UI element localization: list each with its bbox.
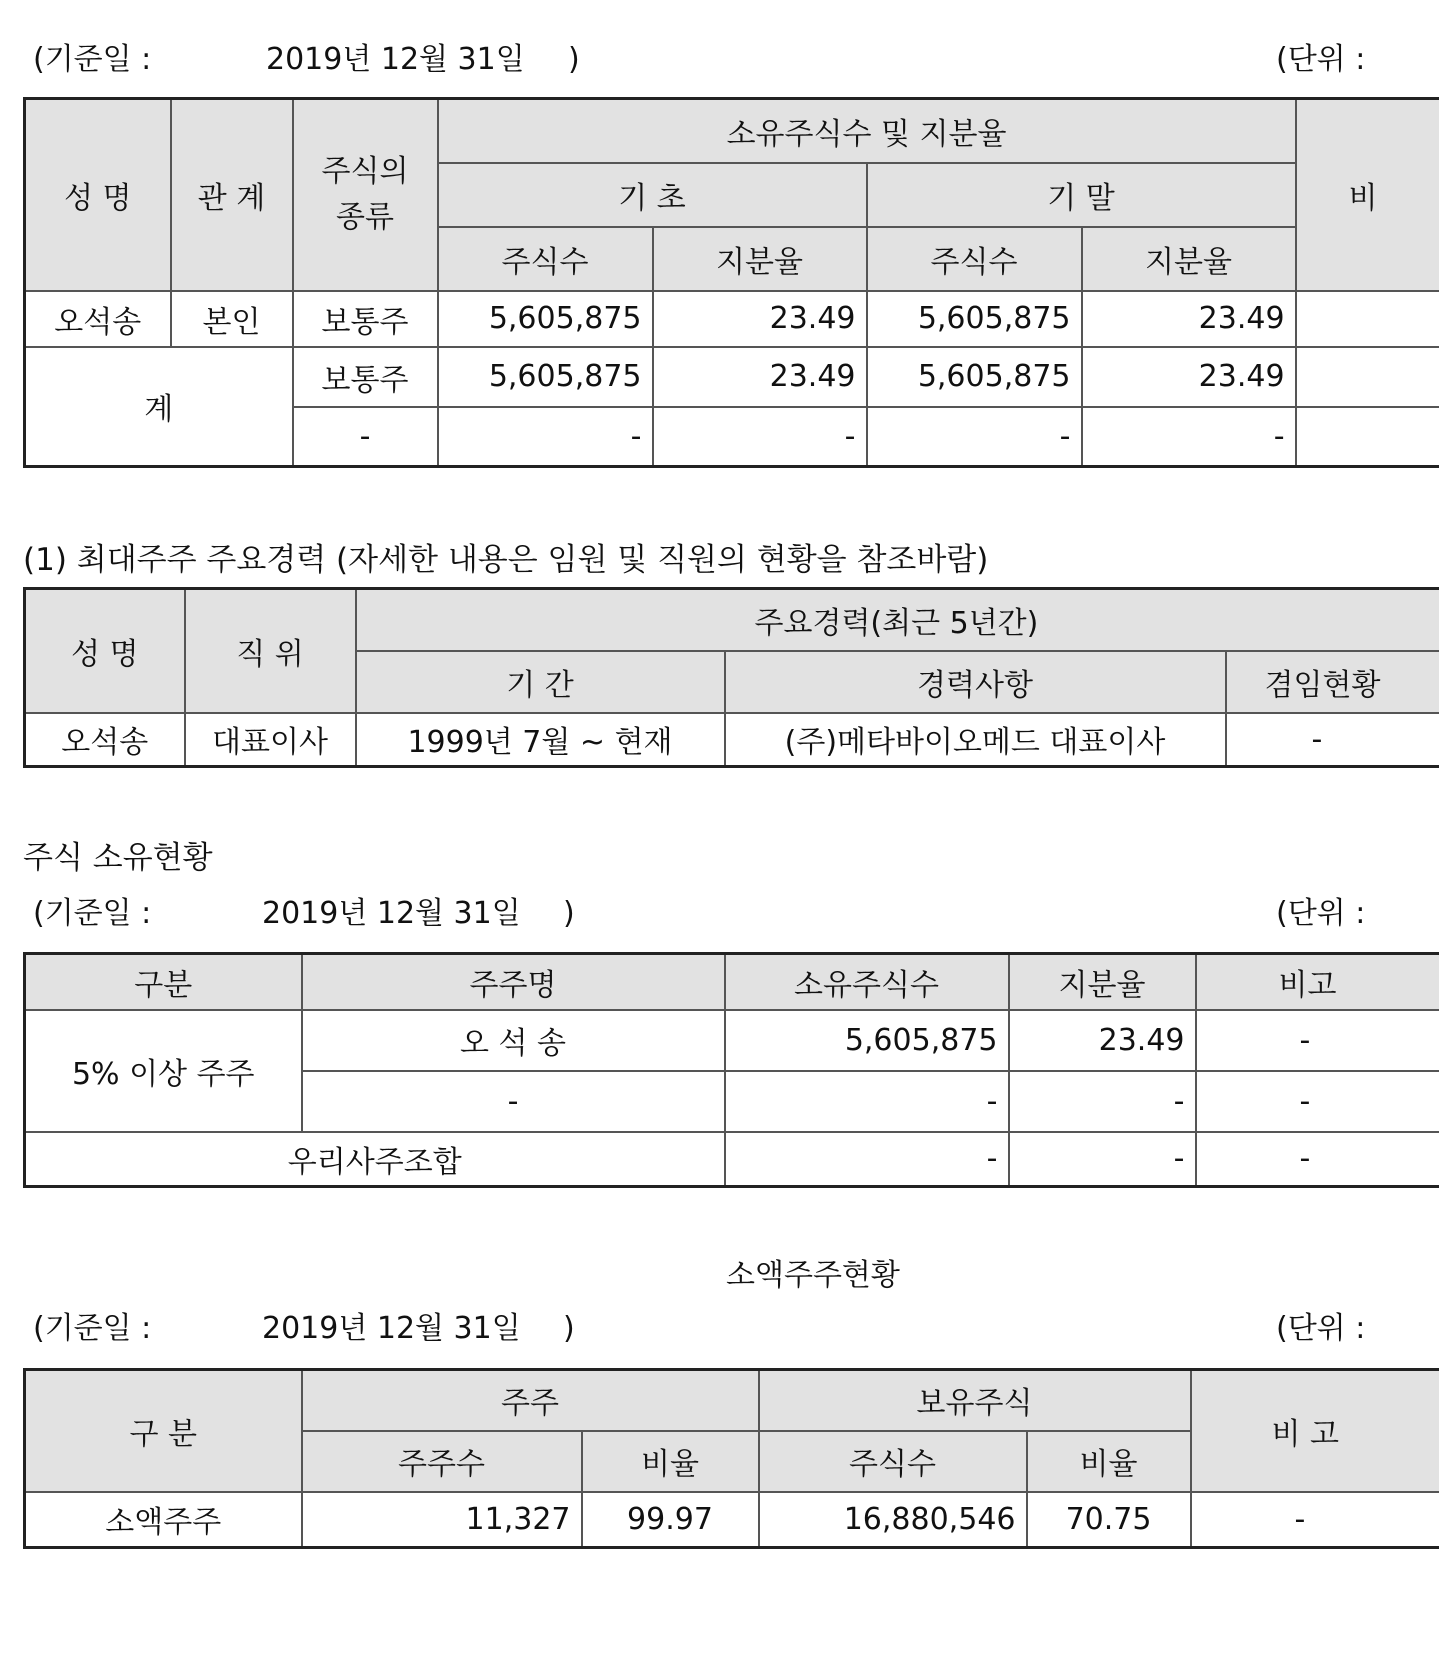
header-relation: 관 계 [171,99,293,291]
cell-begin-ratio: 23.49 [653,291,867,347]
section3-meta [0,892,1439,936]
cell-begin-ratio: - [653,407,867,467]
header-holder-ratio: 비율 [582,1431,759,1492]
header-concurrent: 겸임현황 [1226,651,1439,713]
cell-share-ratio: 70.75 [1027,1492,1191,1548]
header-holdings: 소유주식수 및 지분율 [438,99,1296,163]
table-row [25,1010,1439,1071]
ownership-table [23,952,1439,1188]
date-close: ) [563,896,575,931]
header-stock-type: 주식의 종류 [293,99,438,291]
header-career-detail: 경력사항 [725,651,1226,713]
header-holder-count: 주주수 [302,1431,582,1492]
cell-holder: 오 석 송 [302,1010,725,1071]
unit-label: (단위 : [1276,42,1366,77]
cell-remark [1296,407,1439,467]
header-share-ratio: 비율 [1027,1431,1191,1492]
date-label: (기준일 : [33,42,152,77]
unit-label: (단위 : [1276,1311,1366,1346]
cell-type: - [293,407,438,467]
ownership-section-title: 주식 소유현황 [23,840,213,876]
header-career: 주요경력(최근 5년간) [356,589,1439,651]
cell-end-ratio: - [1082,407,1296,467]
table-row [25,713,1439,767]
cell-shares: 5,605,875 [725,1010,1009,1071]
header-remark: 비 고 [1191,1370,1439,1492]
total-row [25,347,1439,407]
esop-label: 우리사주조합 [25,1132,725,1187]
cell-type: 보통주 [293,291,438,347]
cell-begin-shares: 5,605,875 [438,291,653,347]
date-label: (기준일 : [33,896,152,931]
cell-name: 오석송 [25,713,185,767]
date-value: 2019년 12월 31일 [266,42,525,77]
section4-meta [0,1307,1439,1351]
header-name: 성 명 [25,589,185,713]
cell-end-ratio: 23.49 [1082,291,1296,347]
cell-share-count: 16,880,546 [759,1492,1027,1548]
cell-remark: - [1196,1132,1439,1187]
cell-period: 1999년 7월 ~ 현재 [356,713,725,767]
header-begin: 기 초 [438,163,867,227]
cell-remark [1296,291,1439,347]
cell-type: 보통주 [293,347,438,407]
header-category: 구분 [25,954,302,1010]
cell-remark: - [1191,1492,1439,1548]
table-row [25,291,1439,347]
unit-label: (단위 : [1276,896,1366,931]
cell-shares: - [725,1071,1009,1132]
cell-begin-shares: - [438,407,653,467]
header-end-ratio: 지분율 [1082,227,1296,291]
cell-career-detail: (주)메타바이오메드 대표이사 [725,713,1226,767]
cell-holder-count: 11,327 [302,1492,582,1548]
career-table [23,587,1439,768]
header-begin-shares: 주식수 [438,227,653,291]
date-label: (기준일 : [33,1311,152,1346]
header-remark: 비고 [1196,954,1439,1010]
cell-remark: - [1196,1010,1439,1071]
minority-shareholder-table [23,1368,1439,1549]
cell-ratio: - [1009,1132,1196,1187]
cell-concurrent: - [1226,713,1439,767]
cell-end-shares: - [867,407,1082,467]
career-section-title: (1) 최대주주 주요경력 (자세한 내용은 임원 및 직원의 현황을 참조바람) [23,542,989,578]
header-end-shares: 주식수 [867,227,1082,291]
cell-begin-ratio: 23.49 [653,347,867,407]
group-label: 5% 이상 주주 [25,1010,302,1132]
date-close: ) [568,42,580,77]
date-close: ) [563,1311,575,1346]
minority-section-title: 소액주주현황 [726,1258,900,1293]
header-remark: 비 [1296,99,1439,291]
header-holder: 주주명 [302,954,725,1010]
cell-category: 소액주주 [25,1492,302,1548]
major-shareholder-table [23,97,1439,468]
total-label: 계 [25,347,293,467]
header-category: 구 분 [25,1370,302,1492]
header-period: 기 간 [356,651,725,713]
header-begin-ratio: 지분율 [653,227,867,291]
header-position: 직 위 [185,589,356,713]
date-value: 2019년 12월 31일 [262,1311,521,1346]
header-share-count: 주식수 [759,1431,1027,1492]
cell-ratio: - [1009,1071,1196,1132]
header-ratio: 지분율 [1009,954,1196,1010]
cell-holder-ratio: 99.97 [582,1492,759,1548]
cell-position: 대표이사 [185,713,356,767]
header-owned: 보유주식 [759,1370,1191,1431]
cell-end-ratio: 23.49 [1082,347,1296,407]
cell-begin-shares: 5,605,875 [438,347,653,407]
cell-holder: - [302,1071,725,1132]
table-row [25,1492,1439,1548]
cell-end-shares: 5,605,875 [867,347,1082,407]
cell-end-shares: 5,605,875 [867,291,1082,347]
cell-relation: 본인 [171,291,293,347]
header-name: 성 명 [25,99,171,291]
header-shares: 소유주식수 [725,954,1009,1010]
header-end: 기 말 [867,163,1296,227]
cell-name: 오석송 [25,291,171,347]
cell-ratio: 23.49 [1009,1010,1196,1071]
date-value: 2019년 12월 31일 [262,896,521,931]
cell-shares: - [725,1132,1009,1187]
table-row [25,1132,1439,1187]
section1-meta [0,38,1439,82]
cell-remark: - [1196,1071,1439,1132]
header-holders: 주주 [302,1370,759,1431]
cell-remark [1296,347,1439,407]
